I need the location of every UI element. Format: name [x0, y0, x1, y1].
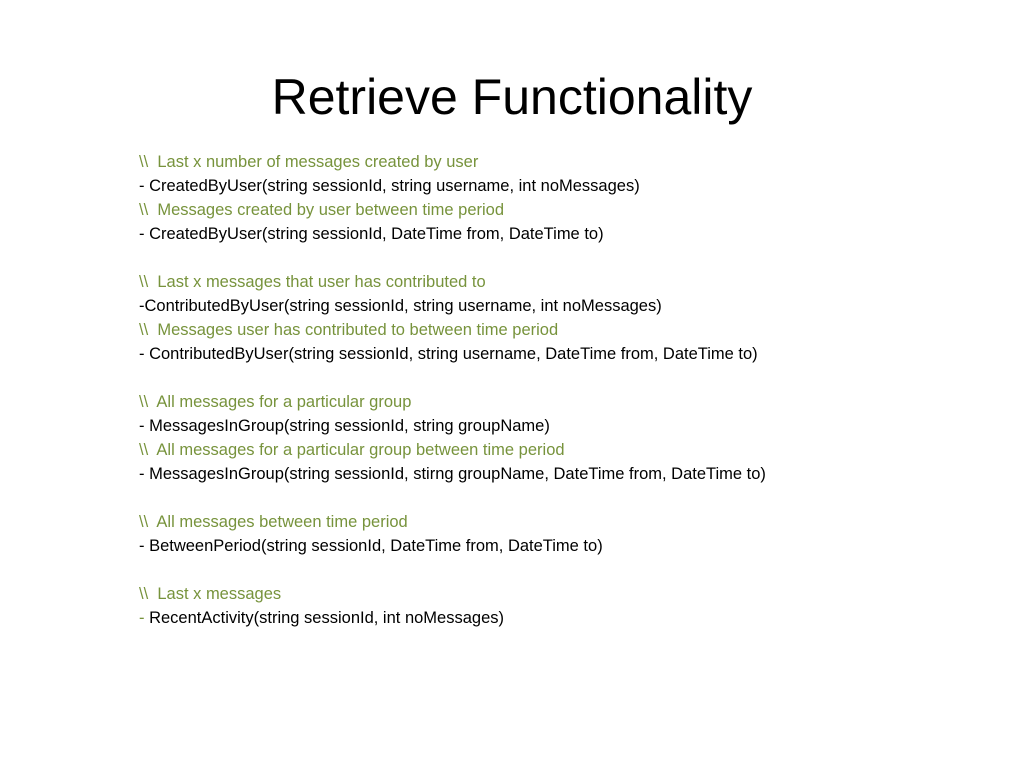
- method-signature-line: - ContributedByUser(string sessionId, string username, DateTime from, DateTime to): [139, 345, 758, 363]
- comment-line: \\ Last x messages that user has contributed to: [139, 273, 486, 291]
- comment-line: \\ Messages created by user between time period: [139, 201, 505, 219]
- blank-line: [139, 246, 999, 270]
- method-signature-line: [139, 606, 999, 630]
- method-signature-line: - MessagesInGroup(string sessionId, string groupName): [139, 417, 550, 435]
- comment-line: \\ Messages user has contributed to between time period: [139, 321, 559, 339]
- slide-title: Retrieve Functionality: [271, 69, 753, 125]
- method-signature-line: - MessagesInGroup(string sessionId, stirng groupName, DateTime from, DateTime to): [139, 465, 766, 483]
- comment-line: \\ All messages for a particular group: [139, 393, 412, 411]
- comment-line: \\ Last x number of messages created by user: [139, 153, 479, 171]
- method-signature-line: - CreatedByUser(string sessionId, string username, int noMessages): [139, 177, 640, 195]
- blank-line: [139, 366, 999, 390]
- blank-line: [139, 558, 999, 582]
- comment-line: \\ Last x messages: [139, 585, 282, 603]
- method-signature-line: - BetweenPeriod(string sessionId, DateTime from, DateTime to): [139, 537, 603, 555]
- comment-line: \\ All messages between time period: [139, 513, 408, 531]
- comment-line: \\ All messages for a particular group between time period: [139, 441, 565, 459]
- slide-body: [139, 150, 999, 630]
- blank-line: [139, 486, 999, 510]
- method-signature-text: RecentActivity(string sessionId, int noMessages): [149, 609, 504, 627]
- method-signature-line: - CreatedByUser(string sessionId, DateTime from, DateTime to): [139, 225, 604, 243]
- bullet-dash: -: [139, 609, 150, 627]
- method-signature-line: -ContributedByUser(string sessionId, string username, int noMessages): [139, 297, 662, 315]
